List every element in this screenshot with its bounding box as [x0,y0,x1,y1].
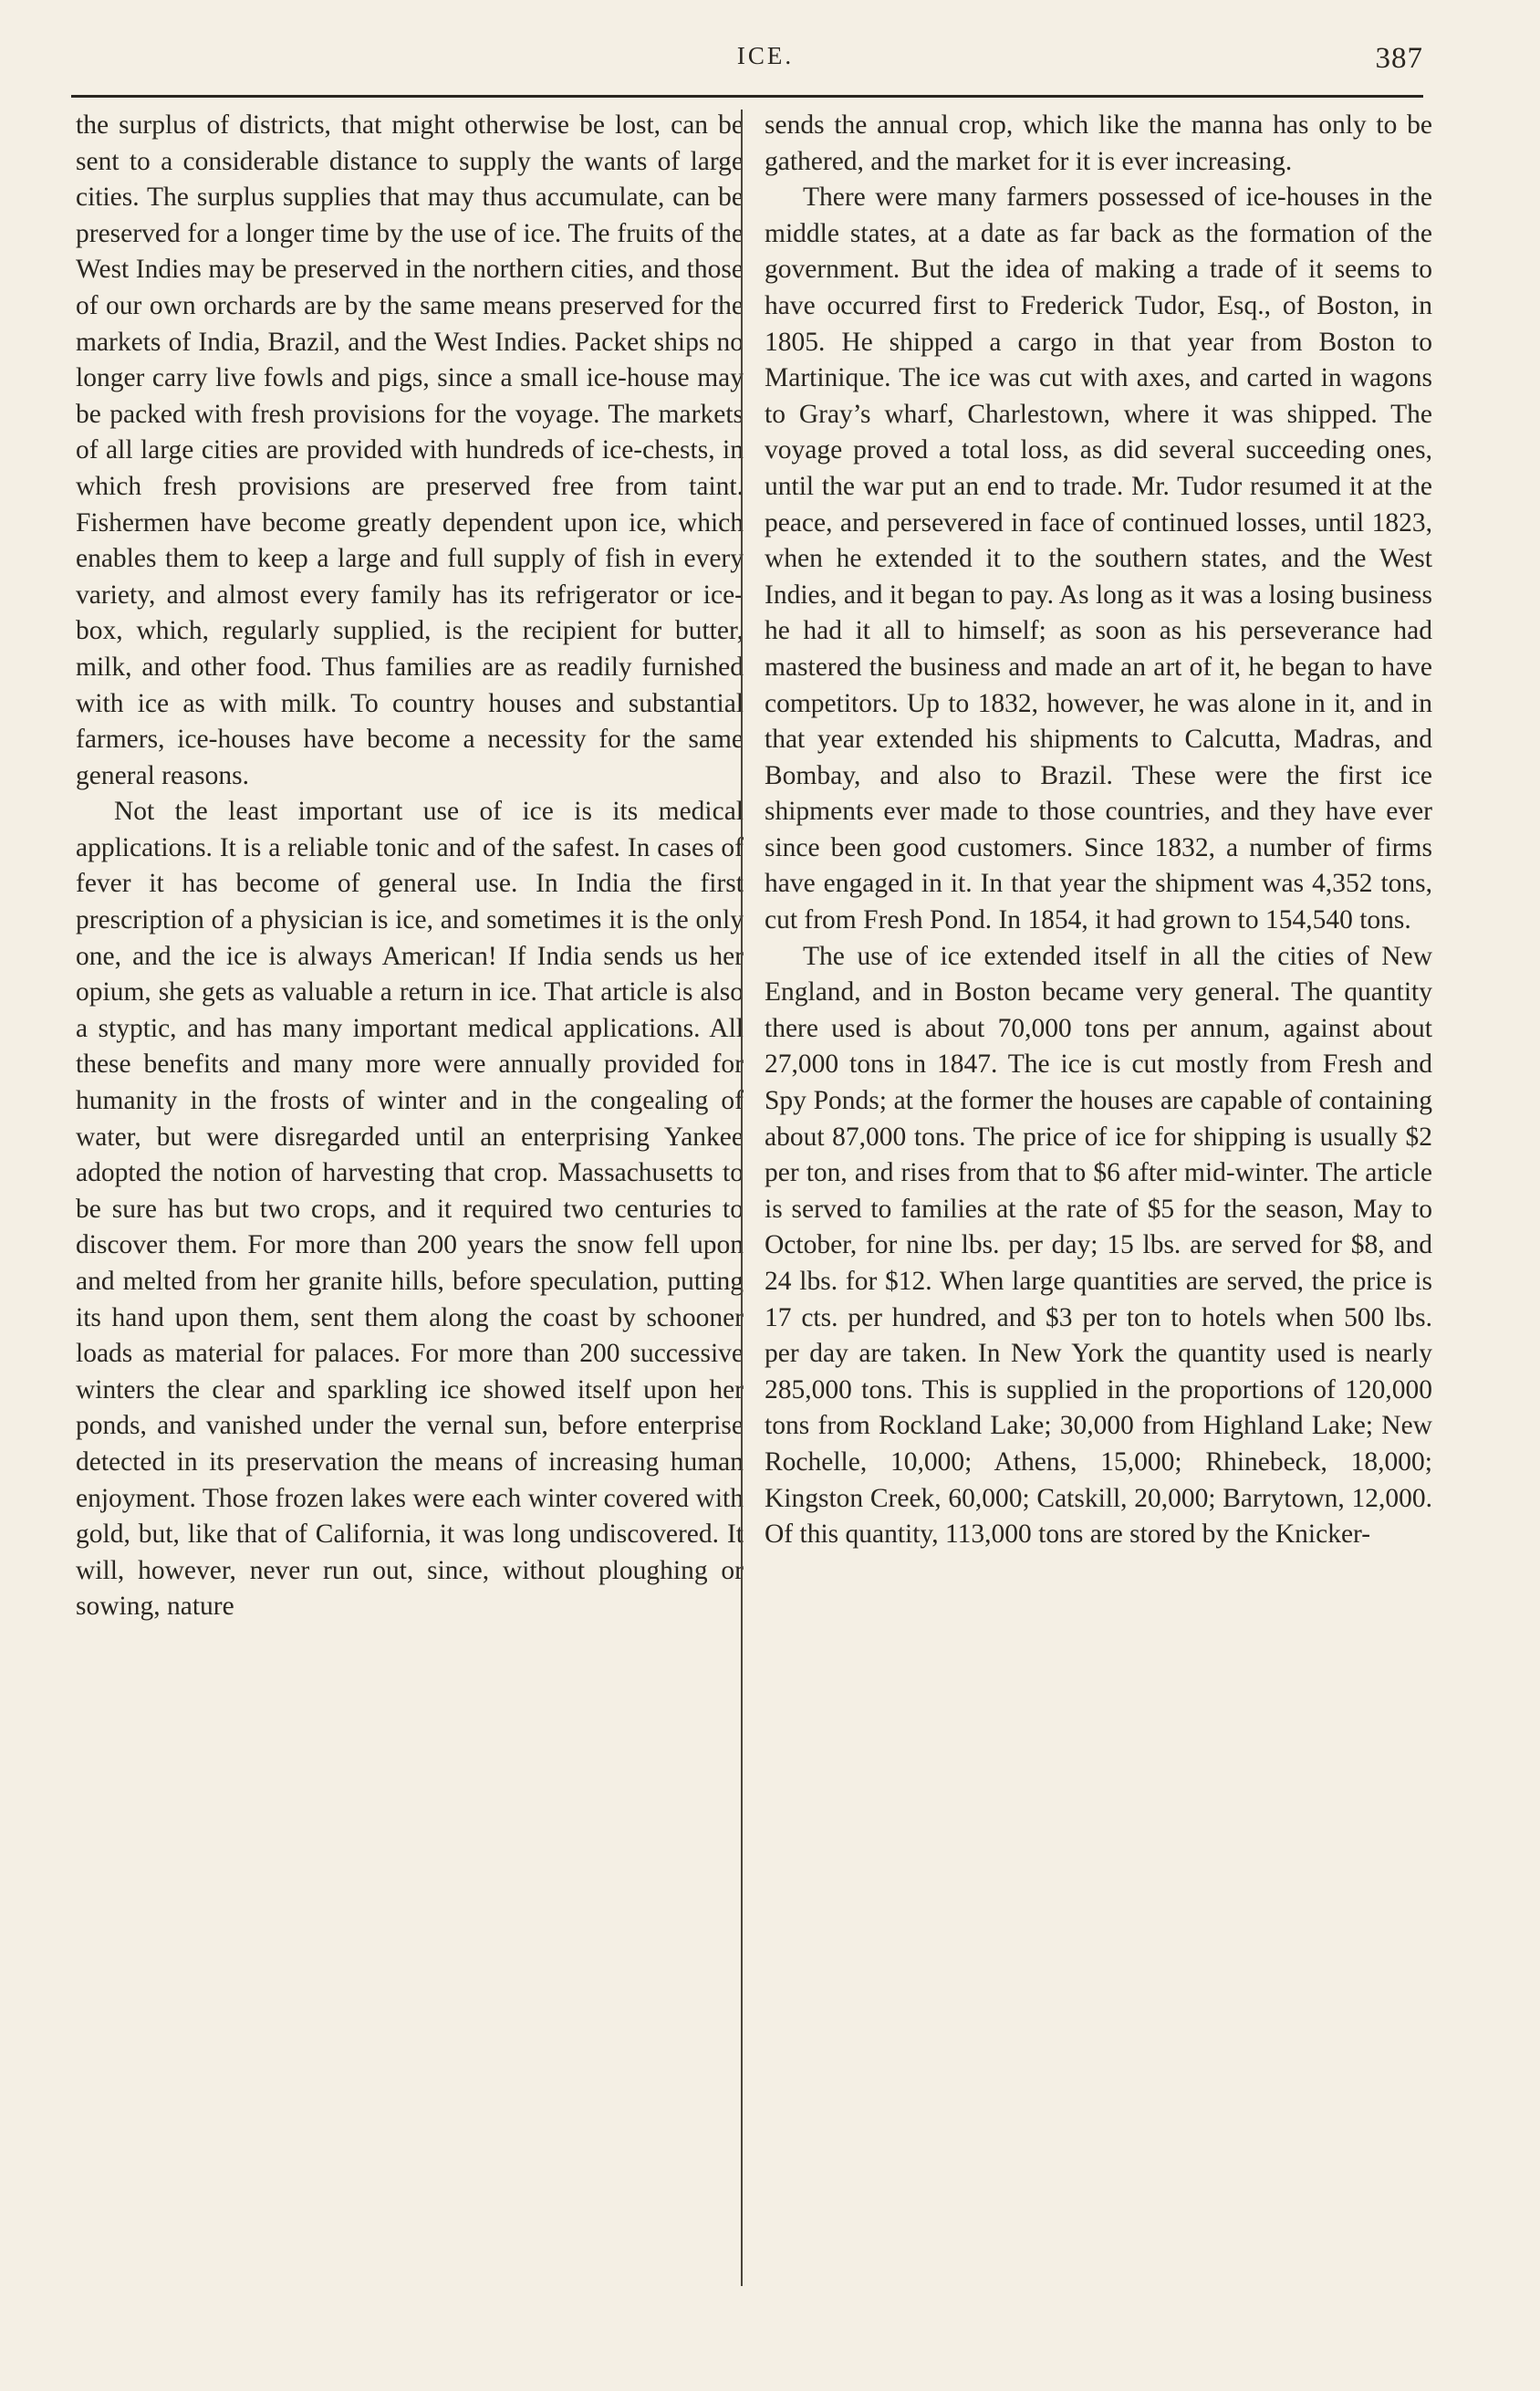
right-column [765,108,1432,2353]
left-paragraph-1: the surplus of districts, that might otherwise be lost, can be sent to a considerable distance to supply the wants of large cities. The surplus supplies that may thus accumulate, can be preserved for a longer time by the use of ice. The fruits of the West Indies may be preserved in the northern cities, and those of our own orchards are by the same means preserved for the markets of India, Brazil, and the West Indies. Packet ships no longer carry live fowls and pigs, since a small ice-house may be packed with fresh provisions for the voyage. The markets of all large cities are provided with hundreds of ice-chests, in which fresh provisions are preserved free from taint. Fishermen have become greatly dependent upon ice, which enables them to keep a large and full supply of fish in every variety, and almost every family has its refrigerator or ice-box, which, regularly supplied, is the recipient for butter, milk, and other food. Thus families are as readily furnished with ice as with milk. To country houses and substantial farmers, ice-houses have become a necessity for the same general reasons. [76,110,744,790]
left-paragraph-2: Not the least important use of ice is its medical applications. It is a reliable tonic and of the safest. In cases of fever it has become of general use. In India the first prescription of a physician is ice, and sometimes it is the only one, and the ice is always American! If India sends us her opium, she gets as valuable a return in ice. That article is also a styptic, and has many important medical applications. All these benefits and many more were annually provided for humanity in the frosts of winter and in the congealing of water, but were disregarded until an enterprising Yankee adopted the notion of harvesting that crop. Massachusetts to be sure has but two crops, and it required two centuries to discover them. For more than 200 years the snow fell upon and melted from her granite hills, before speculation, putting its hand upon them, sent them along the coast by schooner loads as material for palaces. For more than 200 successive winters the clear and sparkling ice showed itself upon her ponds, and vanished under the vernal sun, before enterprise detected in its preservation the means of increasing human enjoyment. Those frozen lakes were each winter covered with gold, but, like that of California, it was long undiscovered. It will, however, never run out, since, without ploughing or sowing, nature [76,797,744,1622]
right-paragraph-3: The use of ice extended itself in all the cities of New England, and in Boston became very general. The quantity there used is about 70,000 tons per annum, against about 27,000 tons in 1847. The ice is cut mostly from Fresh and Spy Ponds; at the former the houses are capable of containing about 87,000 tons. The price of ice for shipping is usually $2 per ton, and rises from that to $6 after mid-winter. The article is served to families at the rate of $5 for the season, May to October, for nine lbs. per day; 15 lbs. are served for $8, and 24 lbs. for $12. When large quantities are served, the price is 17 cts. per hundred, and $3 per ton to hotels when 500 lbs. per day are taken. In New York the quantity used is nearly 285,000 tons. This is supplied in the proportions of 120,000 tons from Rockland Lake; 30,000 from Highland Lake; New Rochelle, 10,000; Athens, 15,000; Rhinebeck, 18,000; Kingston Creek, 60,000; Catskill, 20,000; Barrytown, 12,000. Of this quantity, 113,000 tons are stored by the Knicker- [765,941,1432,1550]
right-paragraph-2: There were many farmers possessed of ice-houses in the middle states, at a date as far back as the formation of the government. But the idea of making a trade of it seems to have occurred first to Frederick Tudor, Esq., of Boston, in 1805. He shipped a cargo in that year from Boston to Martinique. The ice was cut with axes, and carted in wagons to Gray’s wharf, Charlestown, where it was shipped. The voyage proved a total loss, as did several succeeding ones, until the war put an end to trade. Mr. Tudor resumed it at the peace, and persevered in face of continued losses, until 1823, when he extended it to the southern states, and the West Indies, and it began to pay. As long as it was a losing business he had it all to himself; as soon as his perseverance had mastered the business and made an art of it, he began to have competitors. Up to 1832, however, he was alone in it, and in that year extended his shipments to Calcutta, Madras, and Bombay, and also to Brazil. These were the first ice shipments ever made to those countries, and they have ever since been good customers. Since 1832, a number of firms have engaged in it. In that year the shipment was 4,352 tons, cut from Fresh Pond. In 1854, it had grown to 154,540 tons. [765,183,1432,935]
right-paragraph-1: sends the annual crop, which like the manna has only to be gathered, and the market for it is ever increasing. [765,110,1432,176]
running-head [71,42,1423,86]
page-number: 387 [1375,42,1423,75]
running-head-title: ICE. [736,42,795,69]
column-divider [741,110,743,2286]
left-column [76,108,744,2353]
header-rule [71,95,1423,98]
